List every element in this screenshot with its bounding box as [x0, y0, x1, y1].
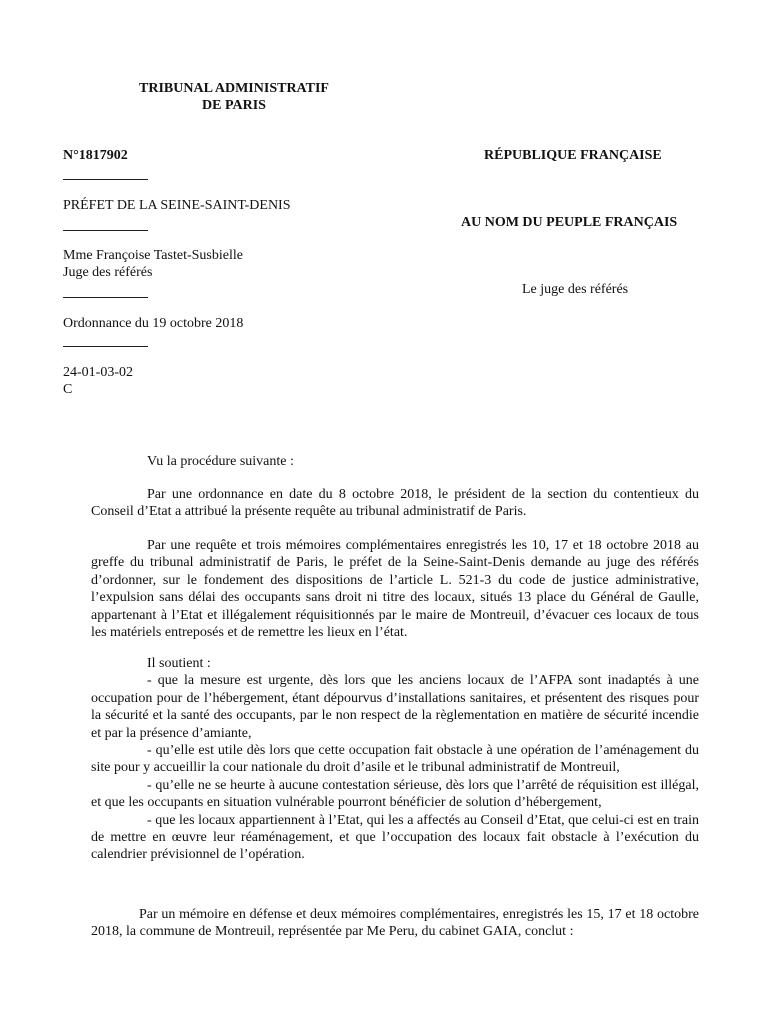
argument-4: - que les locaux appartiennent à l’Etat, qui les a affectés au Conseil d’Etat, que celui-ci est en train de mettre en œuvre leur réaménagement, et que l’occupation des locaux fait obstacle à l’exécution du calendrier prévisionnel de l’opération. [91, 812, 699, 863]
judge-title: Juge des référés [63, 265, 153, 280]
order-date: Ordonnance du 19 octobre 2018 [63, 316, 244, 331]
divider [63, 179, 148, 180]
case-number: N°1817902 [63, 148, 128, 163]
in-name-heading: AU NOM DU PEUPLE FRANÇAIS [461, 215, 678, 230]
paragraph-1 [91, 486, 699, 521]
court-name-line2: DE PARIS [202, 98, 266, 113]
procedure-intro: Vu la procédure suivante : [147, 454, 294, 469]
paragraph-3 [91, 906, 699, 941]
divider [63, 297, 148, 298]
paragraph-text: Par une requête et trois mémoires complémentaires enregistrés les 10, 17 et 18 octobre 2018 au greffe du tribunal administratif de Paris, le préfet de la Seine-Saint-Denis demande au juge des référés d’ordonner, sur le fondement des dispositions de l’article L. 521-3 du code de justice administrative, l’expulsion sans délai des occupants sans droit ni titre des locaux, situés 13 place du Général de Gaulle, appartenant à l’Etat et illégalement réquisitionnés par le maire de Montreuil, d’évacuer ces locaux de tous les matériels entreposés et de remettre les lieux en l’état. [91, 538, 699, 641]
soutient-label: Il soutient : [147, 656, 211, 671]
argument-1: - que la mesure est urgente, dès lors que les anciens locaux de l’AFPA sont inadaptés à une occupation pour de l’hébergement, étant dépourvus d’installations sanitaires, et présentent des risques pour la sécurité et la santé des occupants, par le non respect de la règlementation en matière de sécurité incendie et par la présence d’amiante, [91, 673, 699, 741]
party-name: PRÉFET DE LA SEINE-SAINT-DENIS [63, 198, 291, 213]
classification-code: 24-01-03-02 [63, 365, 133, 380]
court-name-line1: TRIBUNAL ADMINISTRATIF [139, 81, 329, 96]
paragraph-text: Par un mémoire en défense et deux mémoires complémentaires, enregistrés les 15, 17 et 18 octobre 2018, la commune de Montreuil, représentée par Me Peru, du cabinet GAIA, conclut : [91, 907, 699, 940]
arguments-block [91, 655, 699, 864]
argument-2: - qu’elle est utile dès lors que cette occupation fait obstacle à une opération de l’aménagement du site pour y accueillir la cour nationale du droit d’asile et le tribunal administratif de Montreuil, [91, 743, 699, 776]
judge-right-label: Le juge des référés [522, 282, 629, 297]
paragraph-2 [91, 537, 699, 641]
argument-3: - qu’elle ne se heurte à aucune contestation sérieuse, dès lors que l’arrêté de réquisition est illégal, et que les occupants en situation vulnérable pourront bénéficier de solution d’hébergement, [91, 777, 699, 811]
publication-category: C [63, 382, 73, 397]
paragraph-text: Par une ordonnance en date du 8 octobre 2018, le président de la section du contentieux du Conseil d’Etat a attribué la présente requête au tribunal administratif de Paris. [91, 487, 699, 520]
judge-name: Mme Françoise Tastet-Susbielle [63, 248, 243, 263]
divider [63, 230, 148, 231]
republic-heading: RÉPUBLIQUE FRANÇAISE [484, 148, 662, 163]
divider [63, 346, 148, 347]
